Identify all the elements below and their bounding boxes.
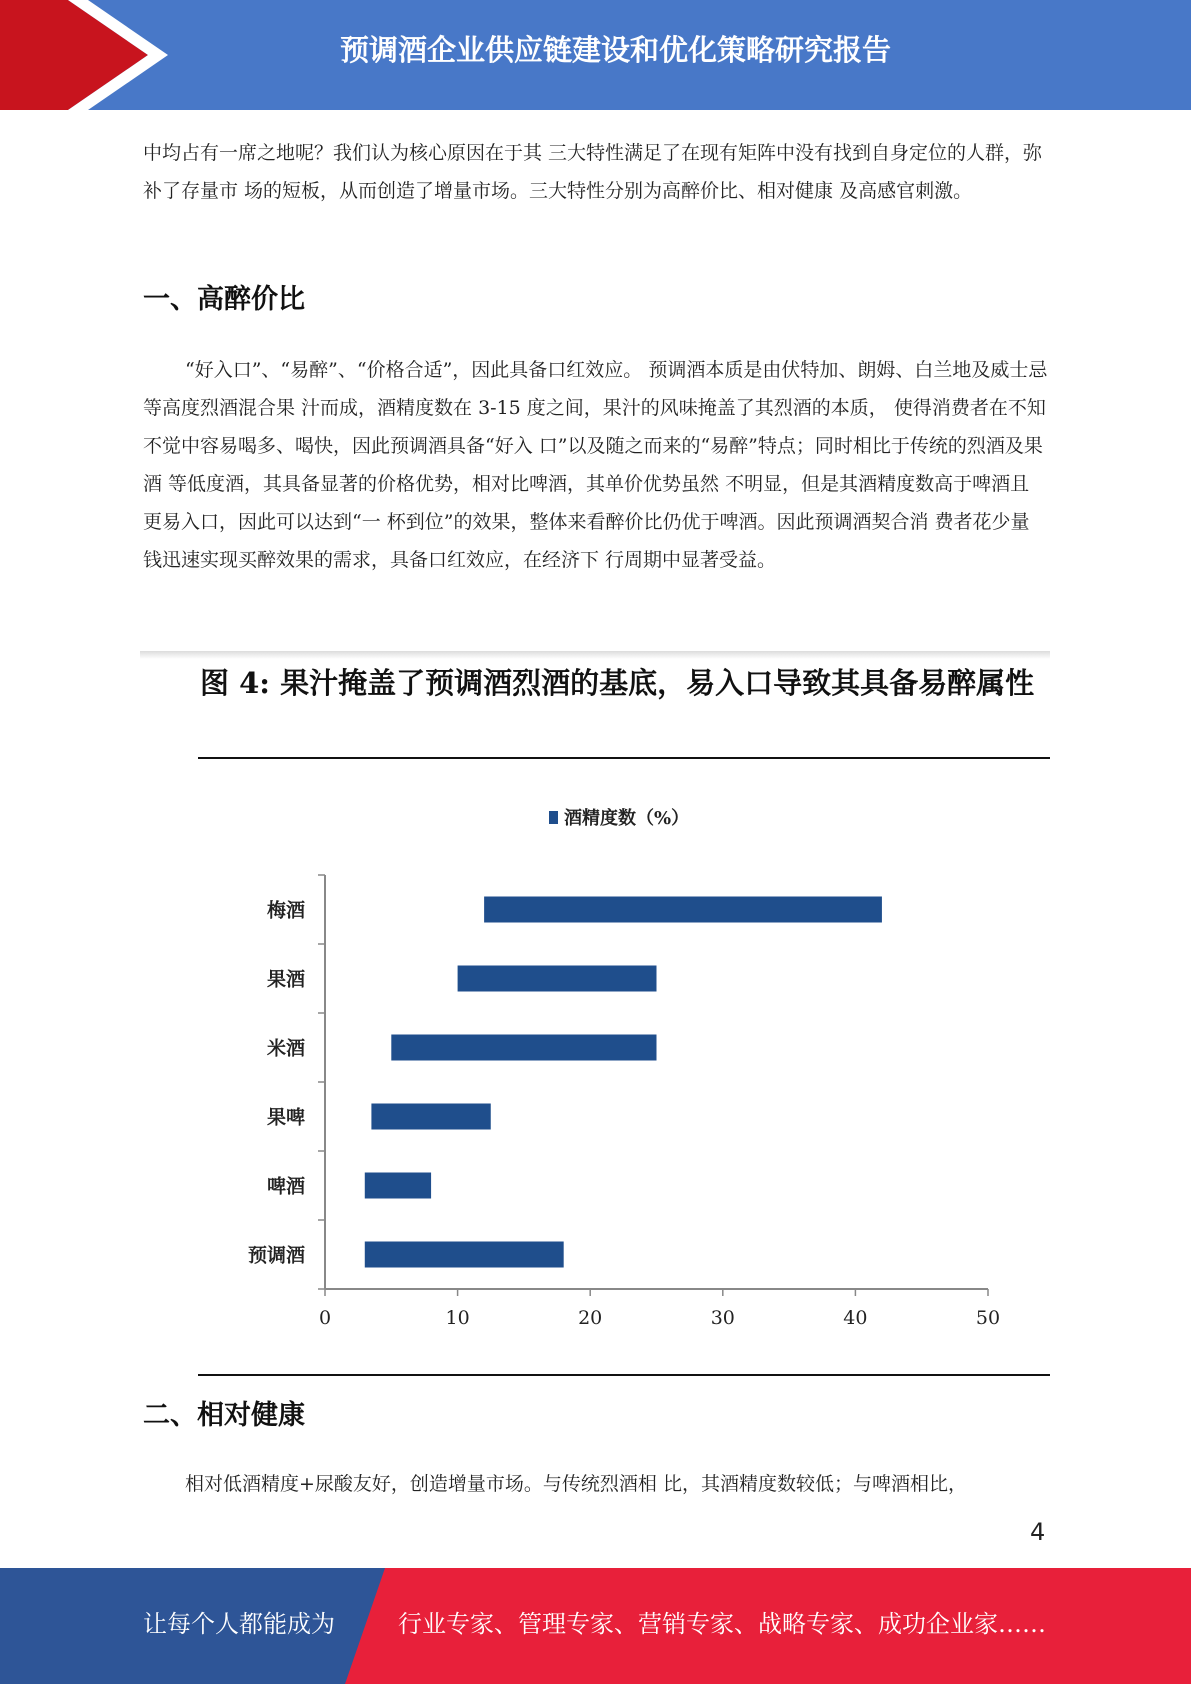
section-1-paragraph: “好入口”、“易醉”、“价格合适”，因此具备口红效应。 预调酒本质是由伏特加、朗姆、白兰地及威士忌等高度烈酒混合果 汁而成，酒精度数在 3-15 度之间，果汁的风味掩盖了其烈酒的本质， 使得消费者在不知不觉中容易喝多、喝快，因此预调酒具备“好入 口”以及随之而来的“易醉”特点；同时相比于传统的烈酒及果酒 等低度酒，其具备显著的价格优势，相对比啤酒，其单价优势虽然 不明显，但是其酒精度数高于啤酒且更易入口，因此可以达到“一 杯到位”的效果，整体来看醉价比仍优于啤酒。因此预调酒契合消 费者花少量钱迅速实现买醉效果的需求，具备口红效应，在经济下 行周期中显著受益。: [143, 359, 1048, 571]
legend-label: 酒精度数（%）: [564, 808, 690, 829]
x-tick-label: 0: [318, 1307, 332, 1329]
category-label: 梅酒: [266, 899, 305, 922]
figure-bottom-rule: [198, 1374, 1050, 1376]
bar-5: [365, 1242, 564, 1268]
section-heading-2: 二、相对健康: [143, 1400, 305, 1431]
figure-top-rule: [198, 757, 1050, 759]
page-number: 4: [1030, 1518, 1046, 1546]
section-2-paragraph: 相对低酒精度+尿酸友好，创造增量市场。与传统烈酒相 比，其酒精度数较低；与啤酒相比，: [185, 1473, 967, 1495]
footer-slogan-right: 行业专家、管理专家、营销专家、战略专家、成功企业家……: [398, 1610, 1046, 1638]
bar-1: [458, 966, 657, 992]
bar-0: [484, 897, 882, 923]
report-title: 预调酒企业供应链建设和优化策略研究报告: [339, 33, 891, 67]
category-label: 果酒: [266, 968, 305, 991]
x-tick-label: 40: [843, 1307, 868, 1329]
x-tick-label: 50: [975, 1307, 1001, 1329]
x-tick-label: 10: [445, 1307, 470, 1329]
page-header: [0, 0, 1191, 110]
bar-2: [391, 1035, 656, 1061]
footer-slogan-left: 让每个人都能成为: [143, 1610, 335, 1638]
bar-4: [365, 1173, 431, 1199]
category-label: 米酒: [266, 1037, 305, 1060]
bar-3: [371, 1104, 490, 1130]
alcohol-content-bar-chart: [198, 790, 1050, 1350]
x-tick-label: 20: [578, 1307, 603, 1329]
category-label: 果啤: [266, 1106, 305, 1129]
page-footer: [0, 1568, 1191, 1684]
category-label: 啤酒: [266, 1175, 305, 1198]
section-heading-1: 一、高醉价比: [143, 284, 305, 315]
intro-paragraph: 中均占有一席之地呢？我们认为核心原因在于其 三大特性满足了在现有矩阵中没有找到自身定位的人群，弥补了存量市 场的短板，从而创造了增量市场。三大特性分别为高醉价比、相对健康 及高感官刺激。: [143, 142, 1043, 202]
figure-title: 图 4: 果汁掩盖了预调酒烈酒的基底，易入口导致其具备易醉属性: [200, 666, 1035, 700]
legend-swatch: [549, 811, 558, 824]
x-tick-label: 30: [710, 1307, 735, 1329]
category-label: 预调酒: [247, 1244, 305, 1267]
